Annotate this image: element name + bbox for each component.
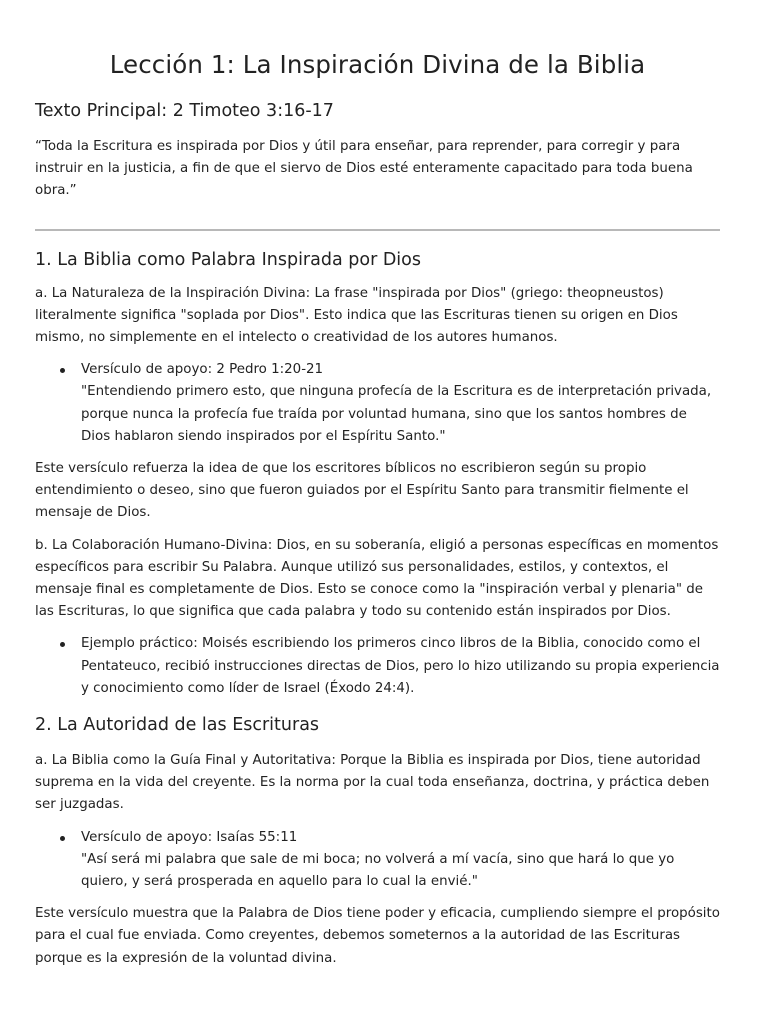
bullet-icon xyxy=(60,642,65,647)
section-divider xyxy=(35,229,720,231)
section-1-paragraph-b: b. La Colaboración Humano-Divina: Dios, en su soberanía, eligió a personas específicas en momentos específicos para escribir Su Palabra. Aunque utilizó sus personalidades, estilos, y contextos, el mensaje final es completamente de Dios. Esto se conoce como la "inspiración verbal y plenaria" de las Escrituras, lo que significa que cada palabra y todo su contenido están inspirados por Dios. xyxy=(35,537,719,620)
main-verse-quote: “Toda la Escritura es inspirada por Dios y útil para enseñar, para reprender, para corregir y para instruir en la justicia, a fin de que el siervo de Dios esté enteramente capacitado para toda buena obra.” xyxy=(35,139,693,199)
section-1-heading: 1. La Biblia como Palabra Inspirada por Dios xyxy=(35,249,421,270)
list-item xyxy=(81,827,720,894)
bullet-verse-text: "Así será mi palabra que sale de mi boca; no volverá a mí vacía, sino que hará lo que yo quiero, y será prosperada en aquello para lo cual la envié." xyxy=(81,851,675,890)
section-1-bullet-list-2 xyxy=(35,633,720,700)
list-item xyxy=(81,359,720,448)
section-2-bullet-list xyxy=(35,827,720,894)
list-item xyxy=(81,633,720,700)
section-2-paragraph-a: a. La Biblia como la Guía Final y Autoritativa: Porque la Biblia es inspirada por Dios, tiene autoridad suprema en la vida del creyente. Es la norma por la cual toda enseñanza, doctrina, y práctica deben ser juzgadas. xyxy=(35,753,710,813)
bullet-label: Versículo de apoyo: Isaías 55:11 xyxy=(81,829,298,845)
bullet-icon xyxy=(60,368,65,373)
section-2-paragraph-after: Este versículo muestra que la Palabra de Dios tiene poder y eficacia, cumpliendo siempre el propósito para el cual fue enviada. Como creyentes, debemos someternos a la autoridad de las Escrituras porque es la expresión de la voluntad divina. xyxy=(35,906,720,966)
bullet-label: Versículo de apoyo: 2 Pedro 1:20-21 xyxy=(81,362,324,378)
page-title: Lección 1: La Inspiración Divina de la Biblia xyxy=(109,50,646,79)
bullet-verse-text: "Entendiendo primero esto, que ninguna profecía de la Escritura es de interpretación privada, porque nunca la profecía fue traída por voluntad humana, sino que los santos hombres de Dios hablaron siendo inspirados por el Espíritu Santo." xyxy=(81,384,712,444)
bullet-icon xyxy=(60,836,65,841)
section-1-paragraph-after: Este versículo refuerza la idea de que los escritores bíblicos no escribieron según su propio entendimiento o deseo, sino que fueron guiados por el Espíritu Santo para transmitir fielmente el mensaje de Dios. xyxy=(35,461,689,521)
section-1-paragraph-a: a. La Naturaleza de la Inspiración Divina: La frase "inspirada por Dios" (griego: theopneustos) literalmente significa "soplada por Dios". Esto indica que las Escrituras tienen su origen en Dios mismo, no simplemente en el intelecto o creatividad de los autores humanos. xyxy=(35,285,678,346)
main-text-reference: Texto Principal: 2 Timoteo 3:16-17 xyxy=(35,101,334,121)
section-1-bullet-list-1 xyxy=(35,359,720,448)
bullet-example-text: Ejemplo práctico: Moisés escribiendo los primeros cinco libros de la Biblia, conocido como el Pentateuco, recibió instrucciones directas de Dios, pero lo hizo utilizando su propia experiencia y conocimiento como líder de Israel (Éxodo 24:4). xyxy=(81,636,720,696)
section-2-heading: 2. La Autoridad de las Escrituras xyxy=(35,715,320,736)
